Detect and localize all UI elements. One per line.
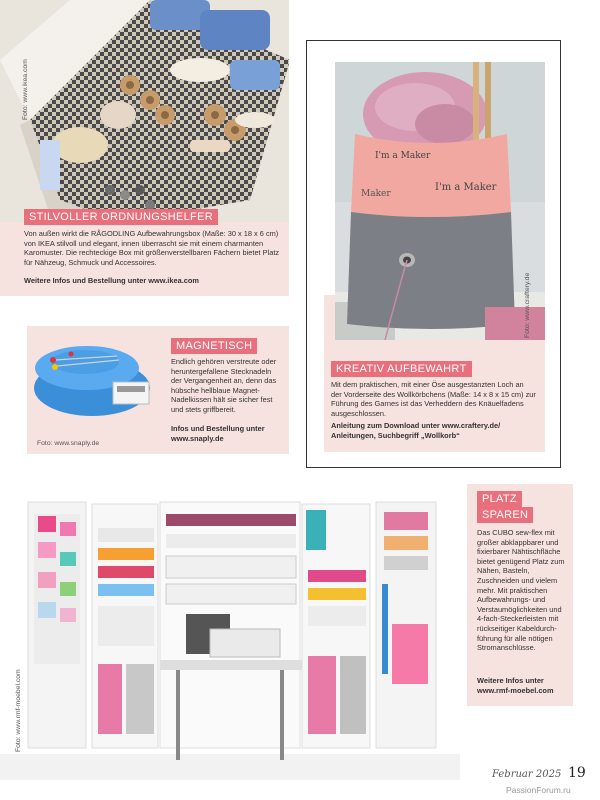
magnet-info-link[interactable]: [171, 424, 283, 443]
magnet-section: [27, 326, 289, 454]
footer-month: Februar 2025: [492, 769, 562, 780]
wool-basket-photo: [335, 62, 545, 340]
magnet-section-title: MAGNETISCH: [171, 338, 257, 354]
ikea-section-title: STILVOLLER ORDNUNGSHELFER: [24, 209, 218, 225]
craftery-section-title: KREATIV AUFBEWAHRT: [331, 361, 472, 377]
platz-title-line2: SPAREN: [477, 507, 533, 523]
craftery-photo-credit: Foto: www.craftery.de: [524, 272, 531, 338]
craftery-link-text[interactable]: Anleitung zum Download unter www.craftery.de/ Anleitungen, Suchbegriff „Wollkorb“: [331, 421, 501, 440]
platz-description: Das CUBO sew-flex mit großer abklappbarer und fixierbarer Nähtischfläche bietet genügend Platz zum Nähen, Basteln, Zuschneiden und vielem mehr. Mit praktischen Aufbewahrungs- und Verstaumöglichkeiten und 4-fach-Steckerleisten mit rückseitiger Kabeldurchführung für alle nötigen Stromanschlüsse.: [477, 528, 565, 653]
wool-basket-illustration: [335, 62, 545, 340]
platz-link-text[interactable]: Weitere Infos unter www.rmf-moebel.com: [477, 676, 554, 695]
magnet-description: Endlich gehören verstreute oder heruntergefallene Stecknadeln der Vergangenheit an, denn das hübsche hellblaue Magnet-Nadelkissen hält sie sicher fest und stets griffbereit.: [171, 357, 277, 414]
watermark: PassionForum.ru: [506, 785, 571, 795]
pincushion-illustration: [27, 326, 167, 438]
magnet-photo-credit: Foto: www.snaply.de: [37, 440, 100, 447]
ikea-section: [0, 0, 289, 296]
sewing-box-illustration: [0, 0, 289, 222]
ikea-box-photo: [0, 0, 289, 222]
platz-info-link[interactable]: [477, 676, 569, 695]
craftery-description: Mit dem praktischen, mit einer Öse ausgestanzten Loch an der Vorderseite des Wollkörbchens (Maße: 14 x 8 x 15 cm) zur Führung des Garnes ist das Verheddern des Knäuelfadens ausgeschlossen.: [331, 380, 536, 418]
ikea-link-text[interactable]: Weitere Infos und Bestellung unter www.ikea.com: [24, 276, 199, 285]
sewing-cabinet-illustration: [0, 484, 460, 780]
page-number: 19: [568, 765, 586, 781]
sewing-cabinet-photo: [0, 484, 460, 780]
craftery-info-link[interactable]: [331, 421, 536, 440]
bag-print-text-1: I'm a Maker: [375, 151, 431, 161]
ikea-info-link[interactable]: [24, 276, 280, 286]
platz-title-line1: PLATZ: [477, 491, 522, 507]
bag-print-text-2: I'm a Maker: [435, 182, 497, 193]
bag-print-text-3: Maker: [361, 189, 391, 199]
ikea-description: Von außen wirkt die RÅGODLING Aufbewahrungsbox (Maße: 30 x 18 x 6 cm) von IKEA stilvoll und elegant, innen überrascht sie mit einem charmanten Karomuster. Die rechteckige Box mit größenverstellbaren Fächern bietet Platz für Nähzeug, Schmuck und Accessoires.: [24, 229, 280, 267]
magnet-link-text[interactable]: Infos und Bestellung unter www.snaply.de: [171, 424, 265, 443]
pincushion-photo: [27, 326, 167, 438]
cabinet-photo-credit: Foto: www.rmf-moebel.com: [15, 669, 22, 752]
ikea-photo-credit: Foto: www.ikea.com: [22, 59, 29, 120]
